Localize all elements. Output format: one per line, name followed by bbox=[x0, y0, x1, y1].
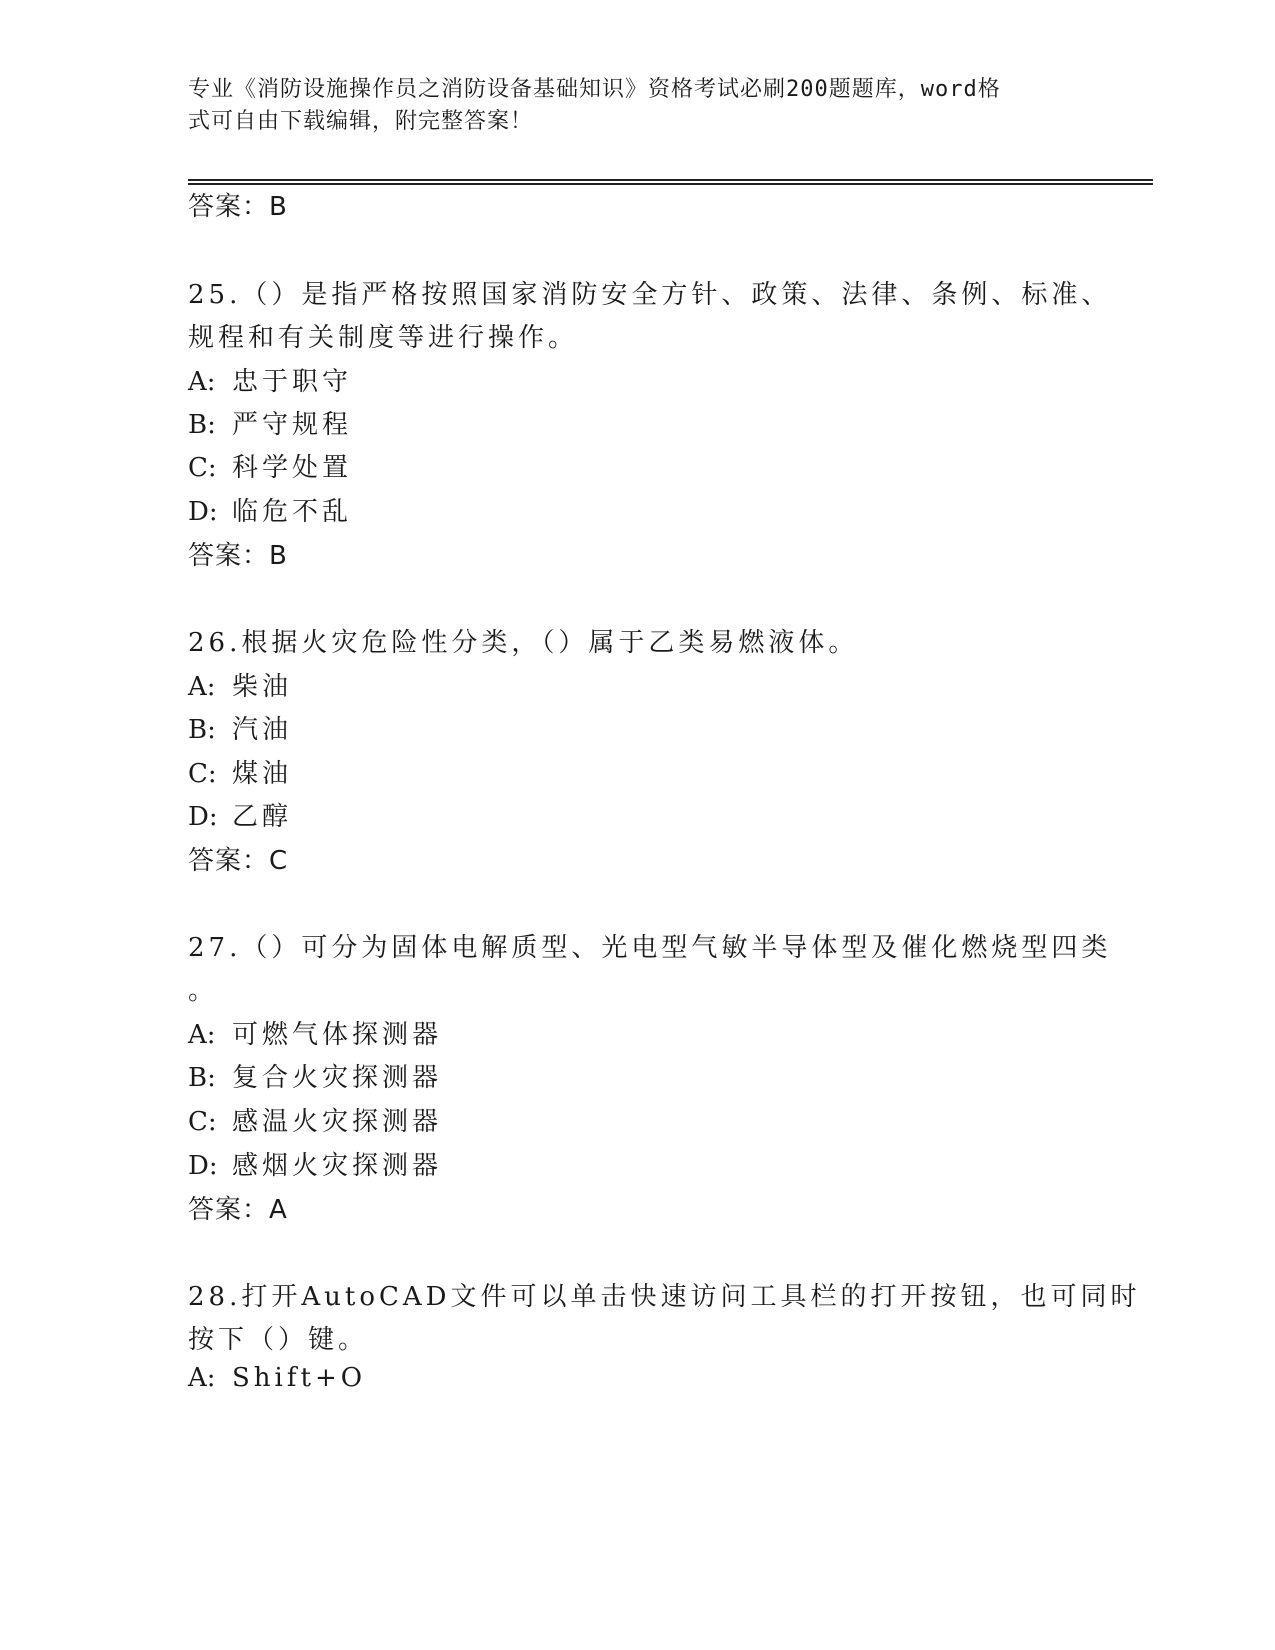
option-text: 忠于职守 bbox=[232, 367, 353, 397]
option-text: Shift+O bbox=[232, 1363, 367, 1393]
question-option bbox=[188, 709, 292, 746]
option-label: A: bbox=[188, 672, 216, 702]
option-label: D: bbox=[188, 802, 218, 832]
question-option bbox=[188, 447, 352, 484]
header-divider-top bbox=[188, 179, 1153, 181]
answer-line: 答案：B bbox=[188, 541, 288, 571]
option-label: B: bbox=[188, 410, 216, 440]
question-stem: 按下（）键。 bbox=[188, 1325, 369, 1355]
question-stem: 27.（）可分为固体电解质型、光电型气敏半导体型及催化燃烧型四类 bbox=[188, 933, 1112, 963]
question-stem: 。 bbox=[188, 976, 219, 1006]
question-option bbox=[188, 1014, 442, 1051]
header-line-1: 专业《消防设施操作员之消防设备基础知识》资格考试必刷200题题库，word格 bbox=[188, 77, 1001, 102]
option-text: 柴油 bbox=[232, 672, 293, 702]
option-text: 煤油 bbox=[232, 759, 293, 789]
question-stem: 规程和有关制度等进行操作。 bbox=[188, 323, 579, 353]
option-label: C: bbox=[188, 453, 217, 483]
question-stem: 28.打开AutoCAD文件可以单击快速访问工具栏的打开按钮，也可同时 bbox=[188, 1282, 1141, 1312]
option-text: 乙醇 bbox=[232, 802, 293, 832]
option-label: C: bbox=[188, 759, 217, 789]
option-text: 感烟火灾探测器 bbox=[232, 1151, 443, 1181]
option-label: B: bbox=[188, 715, 216, 745]
question-option bbox=[188, 666, 292, 703]
option-text: 临危不乱 bbox=[232, 497, 353, 527]
option-label: A: bbox=[188, 367, 216, 397]
question-option bbox=[188, 753, 292, 790]
header-line-2: 式可自由下载编辑，附完整答案！ bbox=[188, 109, 534, 134]
option-text: 严守规程 bbox=[232, 410, 353, 440]
question-option bbox=[188, 1145, 442, 1182]
option-label: A: bbox=[188, 1363, 216, 1393]
option-text: 科学处置 bbox=[232, 453, 353, 483]
question-option bbox=[188, 1101, 442, 1138]
option-text: 可燃气体探测器 bbox=[232, 1020, 443, 1050]
header-divider-bottom bbox=[188, 183, 1153, 185]
answer-line: 答案：B bbox=[188, 192, 288, 222]
option-text: 复合火灾探测器 bbox=[232, 1063, 443, 1093]
question-stem: 25.（）是指严格按照国家消防安全方针、政策、法律、条例、标准、 bbox=[188, 280, 1112, 310]
question-option bbox=[188, 404, 352, 441]
question-stem: 26.根据火灾危险性分类，（）属于乙类易燃液体。 bbox=[188, 628, 859, 658]
answer-line: 答案：A bbox=[188, 1195, 288, 1225]
option-label: D: bbox=[188, 1151, 218, 1181]
question-option bbox=[188, 1057, 442, 1094]
question-option bbox=[188, 361, 352, 398]
question-option bbox=[188, 491, 352, 528]
option-label: C: bbox=[188, 1107, 217, 1137]
question-option bbox=[188, 796, 292, 833]
option-label: A: bbox=[188, 1020, 216, 1050]
answer-line: 答案：C bbox=[188, 846, 289, 876]
option-text: 汽油 bbox=[232, 715, 293, 745]
option-label: B: bbox=[188, 1063, 216, 1093]
question-option bbox=[188, 1363, 366, 1393]
option-text: 感温火灾探测器 bbox=[232, 1107, 443, 1137]
document-header bbox=[188, 74, 1068, 138]
option-label: D: bbox=[188, 497, 218, 527]
